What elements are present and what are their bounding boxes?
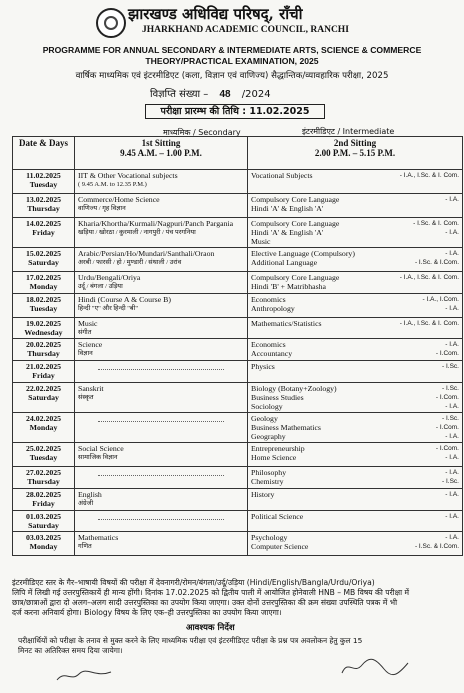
hindi-council-name: झारखण्ड अधिविद्य परिषद्, राँची — [128, 5, 303, 23]
class-stream: - I.A., I.Com. — [422, 296, 459, 303]
exam-day: Tuesday — [29, 453, 58, 462]
first-sitting-note: हिन्दी "ए" और हिन्दी "बी" — [78, 305, 138, 312]
council-logo-icon — [96, 8, 126, 38]
class-stream: - I.A. — [445, 469, 459, 476]
second-sitting-subject: Physics — [251, 362, 275, 371]
date-cell — [13, 218, 75, 248]
date-cell — [13, 248, 75, 272]
exam-date: 18.02.2025 — [25, 295, 62, 304]
second-sitting-line — [251, 319, 459, 328]
exam-day: Monday — [29, 282, 58, 291]
first-sitting-note: अंग्रेजी — [78, 500, 94, 507]
table-row — [13, 443, 463, 467]
exam-day: Thursday — [27, 349, 60, 358]
class-stream: - I.A. — [445, 341, 459, 348]
second-sitting-cell — [248, 443, 463, 467]
second-sitting-line — [251, 414, 459, 423]
notice-label: विज्ञप्ति संख्या – — [150, 89, 209, 100]
second-sitting-line — [251, 490, 459, 499]
table-row — [13, 467, 463, 489]
second-sitting-subject: Hindi 'A' & English 'A' — [251, 228, 324, 237]
date-cell — [13, 511, 75, 532]
class-stream: - I.A., I.Sc. & I. Com. — [399, 320, 459, 327]
second-sitting-cell — [248, 489, 463, 511]
exam-day: Tuesday — [29, 180, 58, 189]
second-sitting-subject: Political Science — [251, 512, 304, 521]
second-sitting-line — [251, 304, 459, 313]
exam-date: 21.02.2025 — [25, 362, 62, 371]
second-sitting-line — [251, 542, 459, 551]
second-sitting-subject: Entrepreneurship — [251, 444, 305, 453]
first-sitting-cell — [75, 248, 248, 272]
empty-slot — [98, 368, 224, 370]
date-cell — [13, 272, 75, 294]
table-row — [13, 511, 463, 532]
exam-schedule-table — [12, 136, 463, 556]
first-sitting-cell — [75, 318, 248, 339]
note-line: लिपि में लिखी गई उत्तरपुस्तिकायें ही मान्य होंगी। दिनांक 17.02.2025 को द्वितीय पाली में आयोजित होनेवाली HNB – MB विषय की परीक्षा में — [12, 588, 410, 597]
exam-date: 28.02.2025 — [25, 490, 62, 499]
exam-date: 17.02.2025 — [25, 273, 62, 282]
class-stream: - I.Sc. — [442, 478, 459, 485]
second-sitting-line — [251, 423, 459, 432]
second-sitting-subject: Music — [251, 237, 271, 246]
programme-title-line2: THEORY/PRACTICAL EXAMINATION, 2025 — [145, 56, 319, 66]
first-sitting-cell — [75, 170, 248, 194]
class-stream: - I.Com. — [435, 394, 459, 401]
table-row — [13, 339, 463, 361]
first-sitting-cell — [75, 339, 248, 361]
second-sitting-cell — [248, 532, 463, 556]
date-cell — [13, 170, 75, 194]
exam-day: Friday — [32, 499, 55, 508]
class-stream: - I.Sc. & I. Com. — [413, 220, 459, 227]
schedule-body — [13, 170, 463, 556]
second-sitting-subject: Computer Science — [251, 542, 309, 551]
table-row — [13, 272, 463, 294]
exam-date: 01.03.2025 — [25, 512, 62, 521]
first-sitting-note: सामाजिक विज्ञान — [78, 454, 118, 461]
second-sitting-subject: Home Science — [251, 453, 297, 462]
first-sitting-subject: Mathematics — [78, 533, 119, 542]
first-sitting-subject: Kharia/Khortha/Kurmali/Nagpuri/Panch Pargania — [78, 219, 234, 228]
exam-date: 22.02.2025 — [25, 384, 62, 393]
first-sitting-note: गणित — [78, 543, 92, 550]
second-sitting-line — [251, 249, 459, 258]
second-sitting-line — [251, 258, 459, 267]
exam-date: 24.02.2025 — [25, 414, 62, 423]
class-stream: - I.A. — [445, 229, 459, 236]
first-sitting-note: ( 9.45 A.M. to 12.35 P.M.) — [78, 181, 147, 188]
class-stream: - I.Sc. & I.Com. — [414, 543, 459, 550]
instructions-heading: आवश्यक निर्देश — [186, 623, 235, 633]
second-sitting-line — [251, 237, 459, 246]
second-sitting-cell — [248, 467, 463, 489]
exam-date: 14.02.2025 — [25, 219, 62, 228]
second-sitting-subject: Business Mathematics — [251, 423, 321, 432]
table-row — [13, 489, 463, 511]
first-sitting-note: संस्कृत — [78, 394, 94, 401]
class-stream: - I.Sc. — [442, 363, 459, 370]
first-sitting-note: वाणिज्य / गृह विज्ञान — [78, 205, 126, 212]
date-cell — [13, 294, 75, 318]
first-sitting-subject: IIT & Other Vocational subjects — [78, 171, 178, 180]
first-sitting-subject: Urdu/Bengali/Oriya — [78, 273, 141, 282]
date-cell — [13, 361, 75, 383]
notice-number-value: 48 — [219, 89, 231, 100]
second-sitting-subject: Geology — [251, 414, 278, 423]
first-sitting-cell — [75, 361, 248, 383]
first-sitting-cell — [75, 194, 248, 218]
first-sitting-subject: Music — [78, 319, 98, 328]
exam-day: Friday — [32, 371, 55, 380]
class-stream: - I.A., I.Sc. & I. Com. — [399, 274, 459, 281]
note-line: छात्र/छात्राओं द्वारा दो अलग–अलग सादी उत्तरपुस्तिका का उपयोग किया जाएगा। उक्त दोनों उत्तरपुस्तिका की क्रम संख्या उपस्थिति पत्रक में भी — [12, 598, 398, 607]
table-row — [13, 194, 463, 218]
first-sitting-cell — [75, 294, 248, 318]
second-sitting-line — [251, 171, 459, 180]
second-sitting-subject: Anthropology — [251, 304, 295, 313]
second-sitting-cell — [248, 511, 463, 532]
second-sitting-subject: Sociology — [251, 402, 283, 411]
class-stream: - I.A., I.Sc. & I. Com. — [399, 172, 459, 179]
second-sitting-cell — [248, 272, 463, 294]
english-council-name: JHARKHAND ACADEMIC COUNCIL, RANCHI — [142, 25, 349, 35]
second-sitting-subject: Compulsory Core Language — [251, 219, 340, 228]
notice-number — [150, 86, 271, 100]
note-line: दर्ज करना अनिवार्य होगा। Biology विषय के लिए एक–ही उत्तरपुस्तिका का उपयोग किया जाएगा। — [12, 608, 282, 617]
first-sitting-cell — [75, 383, 248, 413]
class-stream: - I.A. — [445, 403, 459, 410]
second-sitting-line — [251, 204, 459, 213]
date-column-header: Date & Days — [13, 137, 75, 170]
exam-day: Monday — [29, 542, 58, 551]
first-sitting-note: अरबी / फारसी / हो / मुण्डारी / संथाली / उरांव — [78, 259, 182, 266]
table-row — [13, 532, 463, 556]
first-sitting-subject: Science — [78, 340, 103, 349]
second-sitting-cell — [248, 194, 463, 218]
second-sitting-line — [251, 468, 459, 477]
class-stream: - I.Sc. — [442, 415, 459, 422]
exam-day: Thursday — [27, 477, 60, 486]
second-sitting-subject: Philosophy — [251, 468, 287, 477]
class-stream: - I.A. — [445, 454, 459, 461]
class-stream: - I.Com. — [435, 424, 459, 431]
second-sitting-line — [251, 219, 459, 228]
exam-day: Wednesday — [24, 328, 63, 337]
first-sitting-cell — [75, 218, 248, 248]
exam-date: 20.02.2025 — [25, 340, 62, 349]
signature-right — [340, 655, 410, 679]
second-sitting-line — [251, 477, 459, 486]
first-sitting-note: विज्ञान — [78, 350, 93, 357]
empty-slot — [98, 518, 224, 520]
second-sitting-cell — [248, 218, 463, 248]
first-sitting-subject: Hindi (Course A & Course B) — [78, 295, 171, 304]
second-sitting-subject: Hindi 'B' + Matribhasha — [251, 282, 326, 291]
exam-day: Monday — [29, 423, 58, 432]
second-sitting-subject: Compulsory Core Language — [251, 195, 340, 204]
exam-day: Tuesday — [29, 304, 58, 313]
second-sitting-cell — [248, 361, 463, 383]
first-sitting-cell — [75, 272, 248, 294]
exam-date: 19.02.2025 — [25, 319, 62, 328]
second-sitting-line — [251, 512, 459, 521]
script-note — [12, 578, 457, 618]
empty-slot — [98, 420, 224, 422]
second-sitting-subject: Compulsory Core Language — [251, 273, 340, 282]
second-sitting-subject: Geography — [251, 432, 286, 441]
first-sitting-note: संगीत — [78, 329, 92, 336]
first-sitting-cell — [75, 467, 248, 489]
second-sitting-header: 2nd Sitting 2.00 P.M. – 5.15 P.M. — [248, 137, 463, 170]
first-sitting-cell — [75, 511, 248, 532]
programme-title-hindi: वार्षिक माध्यमिक एवं इंटरमीडिएट (कला, विज्ञान एवं वाणिज्य) सैद्धान्तिक/व्यावहारिक परीक्षा, 2025 — [75, 71, 389, 81]
date-cell — [13, 489, 75, 511]
programme-title-line1: PROGRAMME FOR ANNUAL SECONDARY & INTERMEDIATE ARTS, SCIENCE & COMMERCE — [42, 45, 422, 55]
first-sitting-cell — [75, 443, 248, 467]
date-cell — [13, 467, 75, 489]
class-stream: - I.A. — [445, 305, 459, 312]
second-sitting-cell — [248, 318, 463, 339]
second-sitting-subject: Psychology — [251, 533, 288, 542]
first-sitting-header: 1st Sitting 9.45 A.M. – 1.00 P.M. — [75, 137, 248, 170]
second-sitting-line — [251, 195, 459, 204]
table-row — [13, 294, 463, 318]
date-cell — [13, 443, 75, 467]
second-sitting-line — [251, 340, 459, 349]
second-sitting-cell — [248, 383, 463, 413]
exam-date: 25.02.2025 — [25, 444, 62, 453]
class-stream: - I.Sc. — [442, 385, 459, 392]
first-sitting-cell — [75, 413, 248, 443]
second-sitting-cell — [248, 339, 463, 361]
exam-day: Saturday — [28, 521, 59, 530]
table-header-row — [13, 137, 463, 170]
date-cell — [13, 413, 75, 443]
exam-day: Friday — [32, 228, 55, 237]
class-stream: - I.A. — [445, 196, 459, 203]
second-sitting-subject: Vocational Subjects — [251, 171, 313, 180]
exam-start-date: परीक्षा प्रारम्भ की तिथि : 11.02.2025 — [145, 104, 325, 119]
first-sitting-subject: Commerce/Home Science — [78, 195, 160, 204]
exam-date: 27.02.2025 — [25, 468, 62, 477]
first-sitting-subject: Social Science — [78, 444, 124, 453]
second-sitting-subject: Additional Language — [251, 258, 318, 267]
second-sitting-subject: Economics — [251, 340, 286, 349]
class-stream: - I.A. — [445, 491, 459, 498]
exam-date: 03.03.2025 — [25, 533, 62, 542]
class-stream: - I.A. — [445, 433, 459, 440]
second-sitting-line — [251, 228, 459, 237]
date-cell — [13, 532, 75, 556]
exam-day: Saturday — [28, 393, 59, 402]
second-sitting-subject: Hindi 'A' & English 'A' — [251, 204, 324, 213]
first-sitting-subject: Sanskrit — [78, 384, 104, 393]
second-sitting-subject: Elective Language (Compulsory) — [251, 249, 355, 258]
class-stream: - I.Com. — [435, 445, 459, 452]
exam-day: Thursday — [27, 204, 60, 213]
first-sitting-cell — [75, 489, 248, 511]
exam-date: 11.02.2025 — [26, 171, 61, 180]
second-sitting-line — [251, 362, 459, 371]
header — [0, 0, 464, 78]
class-stream: - I.A. — [445, 250, 459, 257]
second-sitting-line — [251, 444, 459, 453]
secondary-label: माध्यमिक / Secondary — [163, 128, 241, 137]
class-stream: - I.A. — [445, 534, 459, 541]
table-row — [13, 361, 463, 383]
exam-day: Saturday — [28, 258, 59, 267]
second-sitting-line — [251, 453, 459, 462]
first-sitting-note: खड़िया / खोरठा / कुरमाली / नागपुरी / पंच परगनिया — [78, 229, 196, 236]
second-sitting-line — [251, 432, 459, 441]
table-row — [13, 170, 463, 194]
second-sitting-line — [251, 273, 459, 282]
date-cell — [13, 194, 75, 218]
class-stream: - I.A. — [445, 513, 459, 520]
table-row — [13, 218, 463, 248]
note-line: इंटरमीडिएट स्तर के गैर–भाषायी विषयों की परीक्षा में देवनागरी/रोमन/बंगला/उर्दू/उड़िया (Hindi/English/Bangla/Urdu/Oriya) — [12, 578, 375, 587]
table-row — [13, 383, 463, 413]
table-row — [13, 248, 463, 272]
instructions-text: परीक्षार्थियों को परीक्षा के तनाव से मुक्त करने के लिए माध्यमिक परीक्षा एवं इंटरमीडिएट परीक्षा के प्रश्न पत्र अवलोकन हेतु कुल 15 मिनट का अतिरिक्त समय दिया जायेगा। — [18, 636, 363, 655]
second-sitting-subject: Biology (Botany+Zoology) — [251, 384, 337, 393]
exam-date: 15.02.2025 — [25, 249, 62, 258]
first-sitting-subject: Arabic/Persian/Ho/Mundari/Santhali/Oraon — [78, 249, 215, 258]
date-cell — [13, 339, 75, 361]
second-sitting-subject: Mathematics/Statistics — [251, 319, 322, 328]
second-sitting-line — [251, 533, 459, 542]
second-sitting-subject: Accountancy — [251, 349, 293, 358]
second-sitting-line — [251, 402, 459, 411]
second-sitting-cell — [248, 170, 463, 194]
second-sitting-line — [251, 393, 459, 402]
first-sitting-subject: English — [78, 490, 102, 499]
notice-year: /2024 — [241, 89, 271, 100]
second-sitting-subject: Economics — [251, 295, 286, 304]
empty-slot — [98, 474, 224, 476]
second-sitting-subject: Chemistry — [251, 477, 284, 486]
intermediate-label: इंटरमीडिएट / Intermediate — [302, 127, 395, 136]
second-sitting-subject: Business Studies — [251, 393, 304, 402]
second-sitting-subject: History — [251, 490, 275, 499]
second-sitting-line — [251, 295, 459, 304]
second-sitting-cell — [248, 413, 463, 443]
second-sitting-line — [251, 282, 459, 291]
table-row — [13, 318, 463, 339]
class-stream: - I.Com. — [435, 350, 459, 357]
first-sitting-cell — [75, 532, 248, 556]
signature-left — [55, 668, 115, 684]
first-sitting-note: उर्दू / बंगला / उड़िया — [78, 283, 123, 290]
second-sitting-line — [251, 384, 459, 393]
date-cell — [13, 318, 75, 339]
second-sitting-cell — [248, 248, 463, 272]
date-cell — [13, 383, 75, 413]
second-sitting-cell — [248, 294, 463, 318]
exam-date: 13.02.2025 — [25, 195, 62, 204]
second-sitting-line — [251, 349, 459, 358]
class-stream: - I.Sc. & I.Com. — [414, 259, 459, 266]
table-row — [13, 413, 463, 443]
